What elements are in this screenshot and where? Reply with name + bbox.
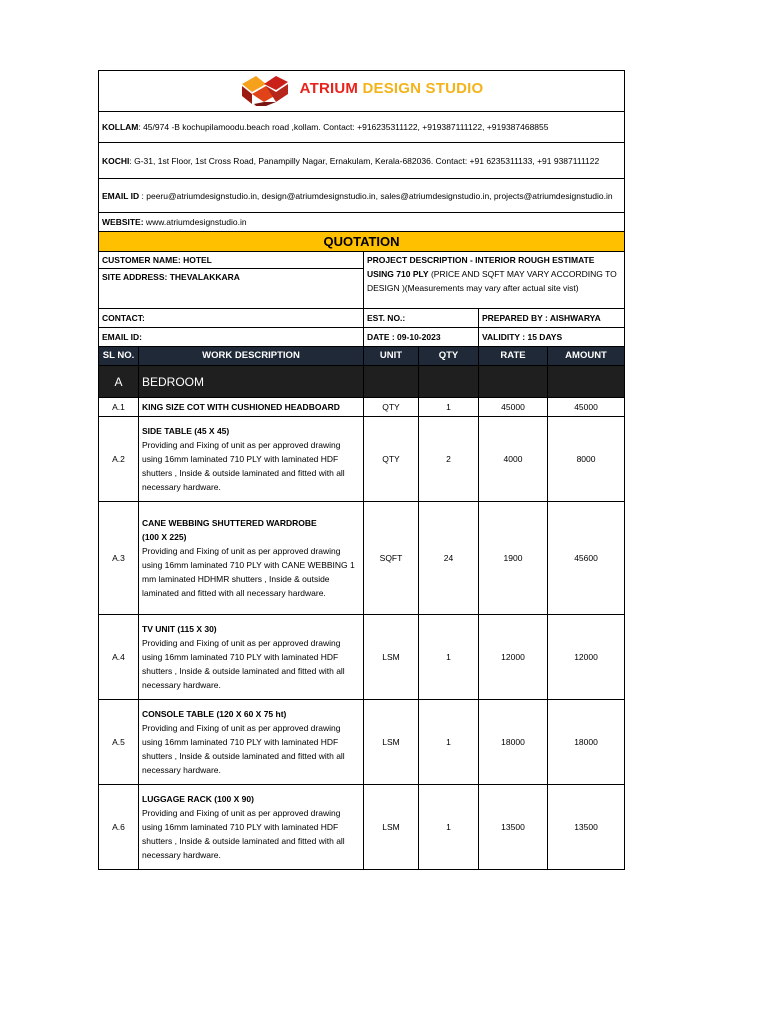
- table-row: [99, 502, 625, 615]
- validity: VALIDITY : 15 DAYS: [479, 328, 625, 347]
- col-amount: AMOUNT: [548, 347, 625, 366]
- website-label: WEBSITE:: [102, 217, 144, 227]
- item-title: KING SIZE COT WITH CUSHIONED HEADBOARD: [139, 398, 364, 417]
- item-body: Providing and Fixing of unit as per approved drawing using 16mm laminated 710 PLY with CANE WEBBING 1 mm laminated HDHMR shutters , Inside & outside laminated and fitted with all necessary hardware.: [142, 546, 355, 598]
- column-header-row: [99, 347, 625, 366]
- section-row-bedroom: [99, 366, 625, 398]
- contact-row: [99, 309, 625, 328]
- item-qty: 1: [419, 700, 479, 785]
- item-sl: A.4: [99, 615, 139, 700]
- item-body: Providing and Fixing of unit as per approved drawing using 16mm laminated 710 PLY with laminated HDF shutters , Inside & outside laminated and fitted with all necessary hardware.: [142, 638, 345, 690]
- email-row: [99, 179, 625, 213]
- item-rate: 12000: [479, 615, 548, 700]
- col-qty: QTY: [419, 347, 479, 366]
- item-title: CANE WEBBING SHUTTERED WARDROBE: [142, 518, 317, 528]
- item-qty: 24: [419, 502, 479, 615]
- item-sl: A.2: [99, 417, 139, 502]
- kochi-label: KOCHI: [102, 155, 130, 166]
- item-unit: QTY: [364, 398, 419, 417]
- item-body: Providing and Fixing of unit as per approved drawing using 16mm laminated 710 PLY with laminated HDF shutters , Inside & outside laminated and fitted with all necessary hardware.: [142, 808, 345, 860]
- item-amount: 18000: [548, 700, 625, 785]
- email-label: EMAIL ID: [102, 190, 140, 201]
- item-description: [139, 785, 364, 870]
- section-letter: A: [99, 366, 139, 398]
- item-qty: 1: [419, 615, 479, 700]
- customer-row: [99, 252, 625, 269]
- brand-name: ATRIUM DESIGN STUDIO: [299, 80, 484, 97]
- kochi-address: : G-31, 1st Floor, 1st Cross Road, Panampilly Nagar, Ernakulam, Kerala-682036. Contact: +91 6235311133, +91 9387111122: [129, 155, 600, 166]
- table-row: [99, 785, 625, 870]
- kollam-address-row: [99, 112, 625, 143]
- brand-mark-icon: [240, 72, 290, 106]
- quotation-title-row: [99, 232, 625, 252]
- item-description: [139, 700, 364, 785]
- item-unit: SQFT: [364, 502, 419, 615]
- header-logo-row: [99, 71, 625, 112]
- col-sl-no: SL NO.: [99, 347, 139, 366]
- item-qty: 1: [419, 398, 479, 417]
- customer-email: EMAIL ID:: [99, 328, 364, 347]
- estimate-number: EST. NO.:: [364, 309, 479, 328]
- item-title: LUGGAGE RACK (100 X 90): [142, 794, 254, 804]
- item-body: Providing and Fixing of unit as per approved drawing using 16mm laminated 710 PLY with laminated HDF shutters , Inside & outside laminated and fitted with all necessary hardware.: [142, 723, 345, 775]
- item-rate: 1900: [479, 502, 548, 615]
- email-id-row: [99, 328, 625, 347]
- prepared-by: PREPARED BY : AISHWARYA: [479, 309, 625, 328]
- customer-name: CUSTOMER NAME: HOTEL: [99, 252, 364, 269]
- item-rate: 18000: [479, 700, 548, 785]
- item-description: [139, 615, 364, 700]
- item-title: CONSOLE TABLE (120 X 60 X 75 ht): [142, 709, 287, 719]
- item-body: Providing and Fixing of unit as per approved drawing using 16mm laminated 710 PLY with laminated HDF shutters , Inside & outside laminated and fitted with all necessary hardware.: [142, 440, 345, 492]
- col-rate: RATE: [479, 347, 548, 366]
- item-unit: LSM: [364, 700, 419, 785]
- item-sl: A.3: [99, 502, 139, 615]
- item-amount: 45000: [548, 398, 625, 417]
- item-qty: 2: [419, 417, 479, 502]
- kochi-address-row: [99, 143, 625, 179]
- quote-date: DATE : 09-10-2023: [364, 328, 479, 347]
- item-rate: 13500: [479, 785, 548, 870]
- website-url: www.atriumdesignstudio.in: [143, 217, 247, 227]
- table-row: [99, 700, 625, 785]
- project-description: PROJECT DESCRIPTION - INTERIOR ROUGH ESTIMATE USING 710 PLY (PRICE AND SQFT MAY VARY ACCORDING TO DESIGN )(Measurements may vary after actual site vist): [364, 252, 625, 309]
- table-row: [99, 398, 625, 417]
- brand-logo: [240, 72, 484, 106]
- item-amount: 13500: [548, 785, 625, 870]
- item-description: [139, 417, 364, 502]
- item-unit: QTY: [364, 417, 419, 502]
- item-sl: A.1: [99, 398, 139, 417]
- item-amount: 8000: [548, 417, 625, 502]
- kollam-label: KOLLAM: [102, 122, 139, 132]
- item-title: SIDE TABLE (45 X 45): [142, 426, 230, 436]
- item-qty: 1: [419, 785, 479, 870]
- item-sl: A.5: [99, 700, 139, 785]
- table-row: [99, 417, 625, 502]
- kollam-address: : 45/974 -B kochupilamoodu.beach road ,kollam. Contact: +916235311122, +919387111122, +919387468855: [138, 122, 549, 132]
- quotation-title: QUOTATION: [99, 232, 625, 252]
- table-row: [99, 615, 625, 700]
- item-rate: 4000: [479, 417, 548, 502]
- col-unit: UNIT: [364, 347, 419, 366]
- site-address: SITE ADDRESS: THEVALAKKARA: [99, 269, 364, 309]
- item-amount: 12000: [548, 615, 625, 700]
- item-dimensions: (100 X 225): [142, 532, 187, 542]
- item-unit: LSM: [364, 615, 419, 700]
- item-unit: LSM: [364, 785, 419, 870]
- website-row: [99, 213, 625, 232]
- item-sl: A.6: [99, 785, 139, 870]
- item-rate: 45000: [479, 398, 548, 417]
- item-title: TV UNIT (115 X 30): [142, 624, 217, 634]
- section-title: BEDROOM: [139, 366, 364, 398]
- item-description: [139, 502, 364, 615]
- quotation-sheet: [98, 70, 624, 870]
- quotation-table: [98, 70, 625, 870]
- item-amount: 45600: [548, 502, 625, 615]
- contact-field: CONTACT:: [99, 309, 364, 328]
- email-addresses: : peeru@atriumdesignstudio.in, design@atriumdesignstudio.in, sales@atriumdesignstudio.in, projects@atriumdesignstudio.in: [139, 190, 613, 201]
- col-work-description: WORK DESCRIPTION: [139, 347, 364, 366]
